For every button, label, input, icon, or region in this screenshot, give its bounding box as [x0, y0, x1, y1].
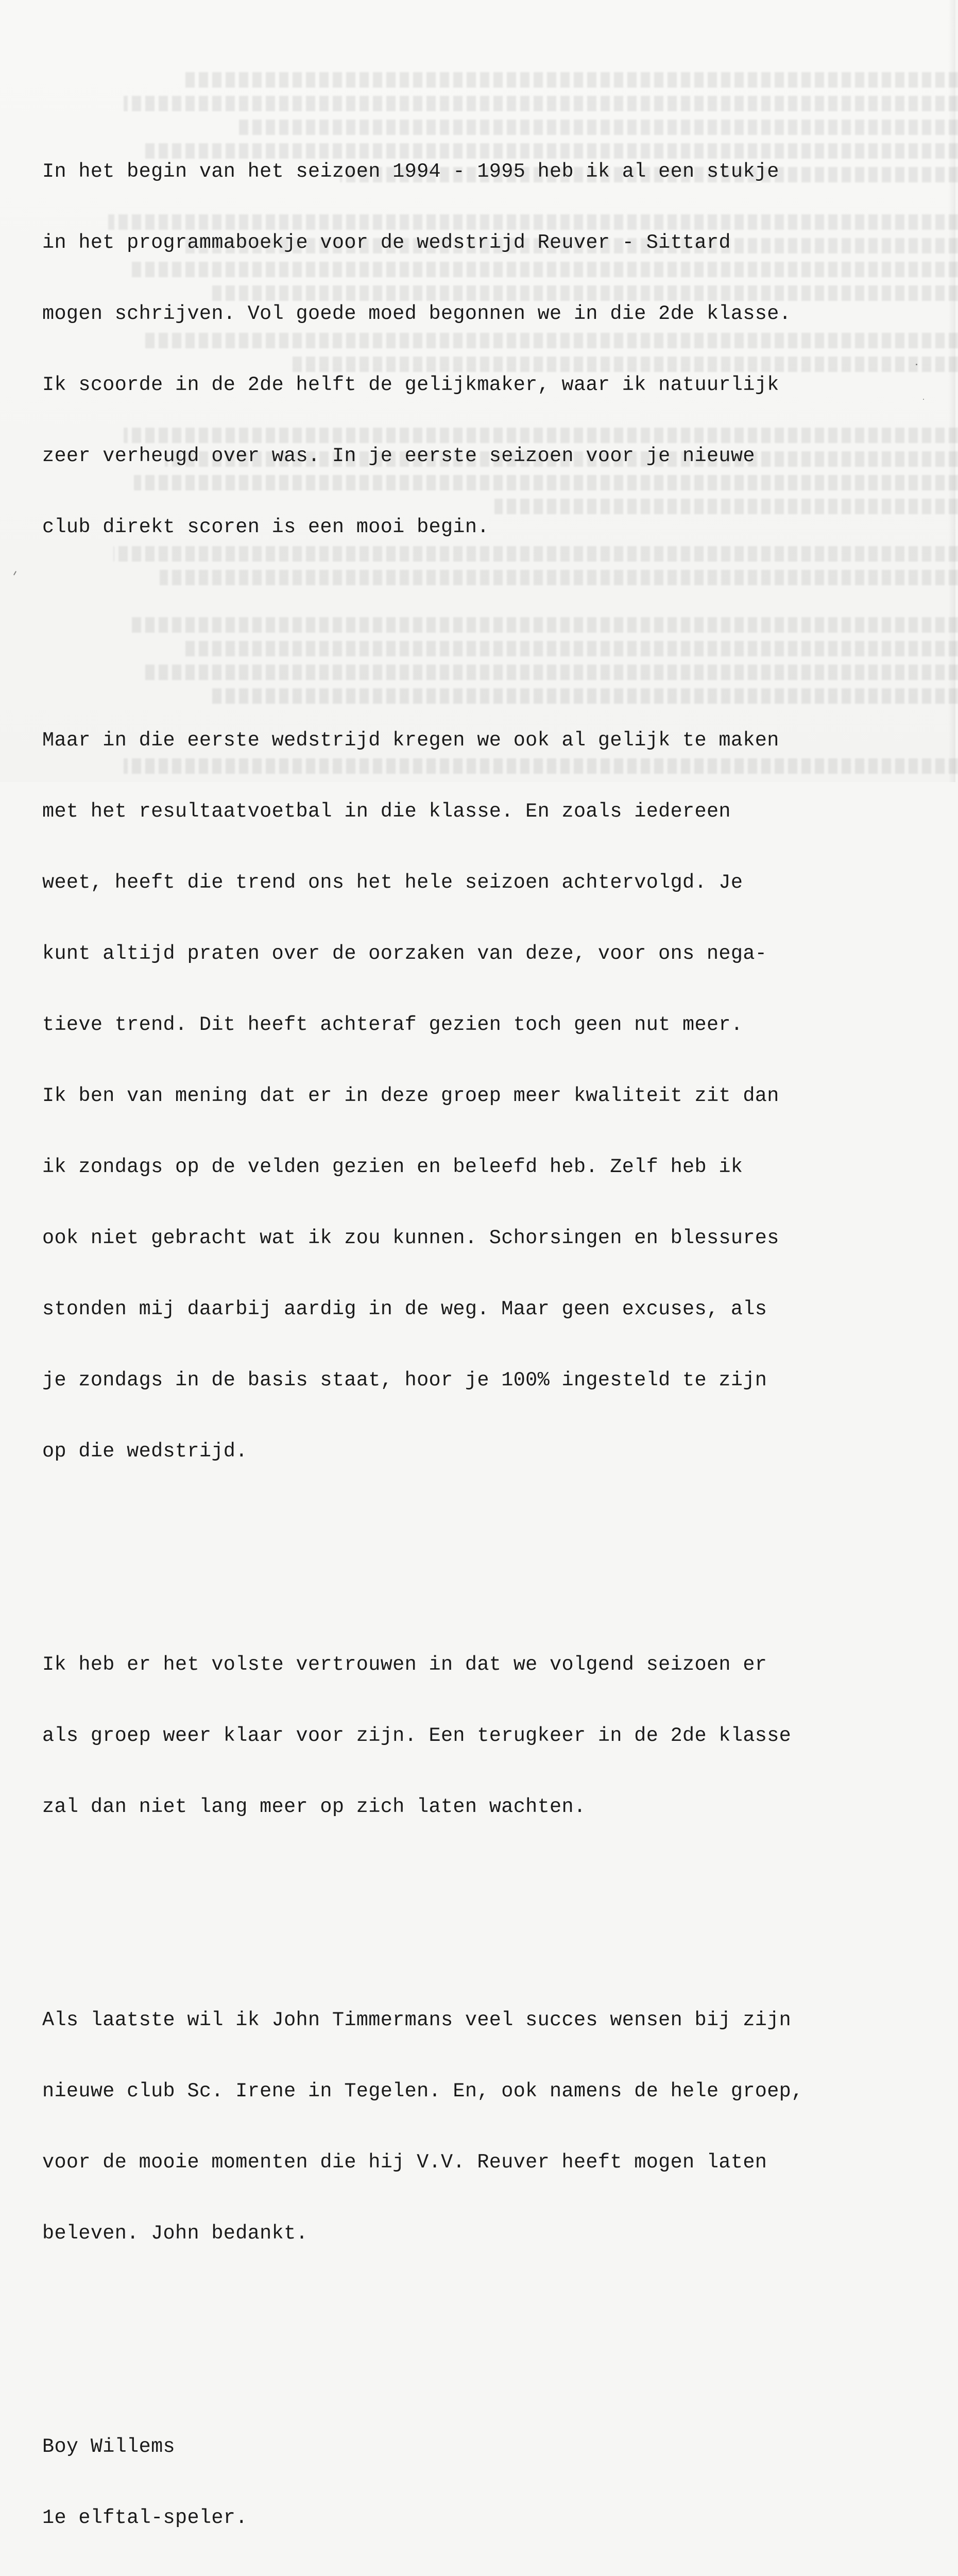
- text-line: ook niet gebracht wat ik zou kunnen. Schorsingen en blessures: [42, 1227, 779, 1249]
- paragraph-4: [42, 1961, 949, 2293]
- text-line: nieuwe club Sc. Irene in Tegelen. En, ook namens de hele groep,: [42, 2080, 803, 2103]
- page-edge-shadow: [948, 0, 955, 782]
- text-line: op die wedstrijd.: [42, 1440, 248, 1463]
- signature-block: [42, 2387, 949, 2576]
- text-line: Maar in die eerste wedstrijd kregen we ook al gelijk te maken: [42, 729, 779, 752]
- signature-name: Boy Willems: [42, 2435, 175, 2458]
- text-line: als groep weer klaar voor zijn. Een terugkeer in de 2de klasse: [42, 1724, 792, 1747]
- text-line: voor de mooie momenten die hij V.V. Reuver heeft mogen laten: [42, 2151, 767, 2174]
- paragraph-2: [42, 681, 949, 1511]
- text-line: weet, heeft die trend ons het hele seizoen achtervolgd. Je: [42, 871, 743, 894]
- text-line: stonden mij daarbij aardig in de weg. Maar geen excuses, als: [42, 1298, 767, 1320]
- text-line: tieve trend. Dit heeft achteraf gezien toch geen nut meer.: [42, 1013, 743, 1036]
- scan-speck: [13, 571, 16, 575]
- scan-speck: [916, 364, 917, 365]
- text-line: zal dan niet lang meer op zich laten wachten.: [42, 1795, 586, 1818]
- signature-role: 1e elftal-speler.: [42, 2506, 248, 2529]
- text-line: kunt altijd praten over de oorzaken van deze, voor ons nega-: [42, 942, 767, 965]
- text-line: Ik scoorde in de 2de helft de gelijkmaker, waar ik natuurlijk: [42, 374, 779, 396]
- text-line: Als laatste wil ik John Timmermans veel succes wensen bij zijn: [42, 2009, 792, 2031]
- text-line: In het begin van het seizoen 1994 - 1995 heb ik al een stukje: [42, 160, 779, 183]
- paragraph-3: [42, 1605, 949, 1866]
- text-line: mogen schrijven. Vol goede moed begonnen we in die 2de klasse.: [42, 302, 792, 325]
- text-line: je zondags in de basis staat, hoor je 100% ingesteld te zijn: [42, 1369, 767, 1392]
- text-line: Ik ben van mening dat er in deze groep meer kwaliteit zit dan: [42, 1084, 779, 1107]
- text-line: beleven. John bedankt.: [42, 2222, 308, 2245]
- letter-body: [42, 41, 949, 2576]
- scan-speck: [923, 399, 924, 400]
- text-line: met het resultaatvoetbal in die klasse. En zoals iedereen: [42, 800, 731, 823]
- paragraph-1: [42, 112, 949, 586]
- text-line: in het programmaboekje voor de wedstrijd Reuver - Sittard: [42, 231, 731, 254]
- text-line: club direkt scoren is een mooi begin.: [42, 516, 489, 538]
- text-line: Ik heb er het volste vertrouwen in dat we volgend seizoen er: [42, 1653, 767, 1676]
- text-line: zeer verheugd over was. In je eerste seizoen voor je nieuwe: [42, 445, 755, 467]
- text-line: ik zondags op de velden gezien en beleefd heb. Zelf heb ik: [42, 1156, 743, 1178]
